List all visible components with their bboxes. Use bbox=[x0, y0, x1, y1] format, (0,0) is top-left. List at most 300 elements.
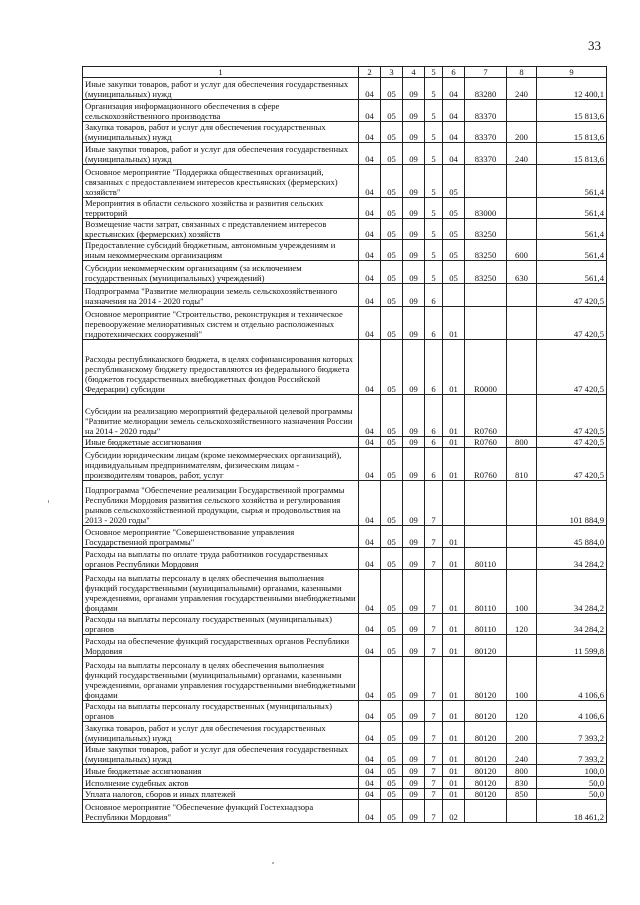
row-code-c3: 05 bbox=[381, 78, 403, 100]
row-code-c6: 01 bbox=[443, 340, 465, 395]
row-code-c4: 09 bbox=[403, 548, 425, 570]
row-code-c2: 04 bbox=[359, 789, 381, 800]
table-row bbox=[83, 614, 607, 635]
row-code-c3: 05 bbox=[381, 437, 403, 448]
row-amount: 50,0 bbox=[537, 777, 607, 789]
row-code-c3: 05 bbox=[381, 777, 403, 789]
row-code-c7: 83250 bbox=[465, 261, 507, 284]
row-name: Подпрограмма "Развитие мелиорации земель сельскохозяйственного назначения на 2014 - 2020 годы" bbox=[83, 284, 359, 307]
row-amount: 50,0 bbox=[537, 789, 607, 800]
row-code-c7: 80120 bbox=[465, 635, 507, 657]
row-name: Расходы на выплаты персоналу государственных (муниципальных) органов bbox=[83, 701, 359, 722]
table-row bbox=[83, 165, 607, 198]
row-code-c5: 5 bbox=[425, 165, 443, 198]
row-code-c7: 83000 bbox=[465, 198, 507, 219]
row-code-c5: 7 bbox=[425, 789, 443, 800]
row-amount: 100,0 bbox=[537, 765, 607, 777]
row-code-c3: 05 bbox=[381, 122, 403, 143]
row-code-c7: R0760 bbox=[465, 395, 507, 437]
row-code-c6: 05 bbox=[443, 198, 465, 219]
row-code-c5: 7 bbox=[425, 722, 443, 744]
row-code-c5: 7 bbox=[425, 657, 443, 701]
table-row bbox=[83, 765, 607, 777]
row-code-c8: 240 bbox=[507, 744, 537, 765]
header-cell: 4 bbox=[403, 67, 425, 78]
row-name: Предоставление субсидий бюджетным, автономным учреждениям и иным некоммерческим организациям bbox=[83, 240, 359, 261]
row-code-c6: 01 bbox=[443, 570, 465, 614]
row-code-c8 bbox=[507, 100, 537, 122]
row-code-c7: 80120 bbox=[465, 657, 507, 701]
table-row bbox=[83, 481, 607, 526]
row-code-c3: 05 bbox=[381, 165, 403, 198]
row-code-c6: 05 bbox=[443, 240, 465, 261]
row-code-c7: 80120 bbox=[465, 744, 507, 765]
table-body bbox=[83, 78, 607, 823]
budget-table bbox=[82, 66, 607, 823]
row-name: Основное мероприятие "Строительство, реконструкция и техническое перевооружение мелиоративных систем и отдельно расположенных гидротехнических сооружений" bbox=[83, 307, 359, 340]
row-amount: 47 420,5 bbox=[537, 307, 607, 340]
row-name: Иные бюджетные ассигнования bbox=[83, 437, 359, 448]
row-code-c6: 01 bbox=[443, 701, 465, 722]
row-code-c4: 09 bbox=[403, 122, 425, 143]
row-code-c4: 09 bbox=[403, 722, 425, 744]
row-code-c3: 05 bbox=[381, 261, 403, 284]
row-code-c7: 80120 bbox=[465, 701, 507, 722]
row-code-c4: 09 bbox=[403, 143, 425, 165]
row-code-c8 bbox=[507, 307, 537, 340]
page-number: 33 bbox=[588, 38, 601, 53]
row-name: Основное мероприятие "Обеспечение функций Гостехнадзора Республики Мордовия" bbox=[83, 800, 359, 823]
row-code-c3: 05 bbox=[381, 657, 403, 701]
row-code-c6: 01 bbox=[443, 614, 465, 635]
table-row bbox=[83, 284, 607, 307]
row-code-c7: 80110 bbox=[465, 548, 507, 570]
row-name: Закупка товаров, работ и услуг для обеспечения государственных (муниципальных) нужд bbox=[83, 122, 359, 143]
row-code-c5: 7 bbox=[425, 800, 443, 823]
row-code-c2: 04 bbox=[359, 165, 381, 198]
row-code-c6: 01 bbox=[443, 437, 465, 448]
row-code-c7: R0760 bbox=[465, 437, 507, 448]
row-code-c6: 01 bbox=[443, 448, 465, 481]
row-amount: 15 813,6 bbox=[537, 143, 607, 165]
row-amount: 7 393,2 bbox=[537, 744, 607, 765]
row-code-c3: 05 bbox=[381, 395, 403, 437]
table-row bbox=[83, 548, 607, 570]
row-code-c8: 800 bbox=[507, 765, 537, 777]
row-name: Расходы на выплаты персоналу в целях обеспечения выполнения функций государственными (муниципальными) органами, казенными учреждениями, органами управления государственными внебюджетными фондами bbox=[83, 657, 359, 701]
row-code-c8: 100 bbox=[507, 570, 537, 614]
row-code-c5: 6 bbox=[425, 448, 443, 481]
row-code-c7 bbox=[465, 481, 507, 526]
row-amount: 15 813,6 bbox=[537, 122, 607, 143]
row-code-c5: 5 bbox=[425, 240, 443, 261]
row-code-c5: 7 bbox=[425, 765, 443, 777]
row-code-c3: 05 bbox=[381, 307, 403, 340]
row-amount: 4 106,6 bbox=[537, 701, 607, 722]
row-amount: 47 420,5 bbox=[537, 437, 607, 448]
row-code-c7 bbox=[465, 165, 507, 198]
row-code-c2: 04 bbox=[359, 765, 381, 777]
row-code-c6: 02 bbox=[443, 800, 465, 823]
row-code-c4: 09 bbox=[403, 437, 425, 448]
table-row bbox=[83, 198, 607, 219]
row-amount: 34 284,2 bbox=[537, 614, 607, 635]
row-amount: 45 884,0 bbox=[537, 526, 607, 548]
row-code-c2: 04 bbox=[359, 448, 381, 481]
row-amount: 561,4 bbox=[537, 240, 607, 261]
table-row bbox=[83, 722, 607, 744]
row-code-c4: 09 bbox=[403, 570, 425, 614]
row-name: Основное мероприятие "Совершенствование управления Государственной программы" bbox=[83, 526, 359, 548]
row-name: Иные бюджетные ассигнования bbox=[83, 765, 359, 777]
row-code-c6 bbox=[443, 481, 465, 526]
row-code-c8 bbox=[507, 165, 537, 198]
row-amount: 7 393,2 bbox=[537, 722, 607, 744]
table-row bbox=[83, 240, 607, 261]
row-name: Возмещение части затрат, связанных с представлением интересов крестьянских (фермерских) хозяйств bbox=[83, 219, 359, 240]
row-code-c4: 09 bbox=[403, 198, 425, 219]
row-code-c7: 80120 bbox=[465, 777, 507, 789]
row-code-c5: 5 bbox=[425, 261, 443, 284]
row-name: Иные закупки товаров, работ и услуг для обеспечения государственных (муниципальных) нужд bbox=[83, 78, 359, 100]
table-row bbox=[83, 526, 607, 548]
table-row bbox=[83, 744, 607, 765]
row-code-c5: 6 bbox=[425, 340, 443, 395]
row-code-c4: 09 bbox=[403, 240, 425, 261]
row-amount: 4 106,6 bbox=[537, 657, 607, 701]
table-row bbox=[83, 261, 607, 284]
row-code-c5: 5 bbox=[425, 219, 443, 240]
row-code-c5: 5 bbox=[425, 198, 443, 219]
row-code-c2: 04 bbox=[359, 548, 381, 570]
row-code-c2: 04 bbox=[359, 143, 381, 165]
row-amount: 561,4 bbox=[537, 261, 607, 284]
row-code-c5: 7 bbox=[425, 526, 443, 548]
row-code-c6: 01 bbox=[443, 657, 465, 701]
row-code-c8 bbox=[507, 198, 537, 219]
table-row bbox=[83, 100, 607, 122]
row-code-c4: 09 bbox=[403, 340, 425, 395]
row-amount: 18 461,2 bbox=[537, 800, 607, 823]
table-row bbox=[83, 307, 607, 340]
row-name: Иные закупки товаров, работ и услуг для обеспечения государственных (муниципальных) нужд bbox=[83, 744, 359, 765]
row-code-c4: 09 bbox=[403, 284, 425, 307]
row-code-c7: R0760 bbox=[465, 448, 507, 481]
row-code-c6 bbox=[443, 284, 465, 307]
row-name: Организация информационного обеспечения в сфере сельскохозяйственного производства bbox=[83, 100, 359, 122]
row-code-c5: 7 bbox=[425, 635, 443, 657]
row-code-c7: 83370 bbox=[465, 100, 507, 122]
row-code-c7: 83250 bbox=[465, 219, 507, 240]
row-code-c3: 05 bbox=[381, 100, 403, 122]
row-code-c7: 80110 bbox=[465, 614, 507, 635]
row-name: Исполнение судебных актов bbox=[83, 777, 359, 789]
row-code-c8: 800 bbox=[507, 437, 537, 448]
row-code-c7 bbox=[465, 800, 507, 823]
table-row bbox=[83, 122, 607, 143]
row-code-c3: 05 bbox=[381, 526, 403, 548]
row-code-c2: 04 bbox=[359, 744, 381, 765]
row-code-c7: 80120 bbox=[465, 722, 507, 744]
row-code-c5: 7 bbox=[425, 570, 443, 614]
row-code-c8: 630 bbox=[507, 261, 537, 284]
row-name: Расходы на выплаты персоналу в целях обеспечения выполнения функций государственными (муниципальными) органами, казенными учреждениями, органами управления государственными внебюджетными фондами bbox=[83, 570, 359, 614]
row-code-c3: 05 bbox=[381, 789, 403, 800]
row-code-c3: 05 bbox=[381, 143, 403, 165]
row-code-c2: 04 bbox=[359, 481, 381, 526]
row-code-c2: 04 bbox=[359, 526, 381, 548]
row-code-c4: 09 bbox=[403, 744, 425, 765]
row-code-c2: 04 bbox=[359, 635, 381, 657]
table-row bbox=[83, 143, 607, 165]
row-code-c4: 09 bbox=[403, 100, 425, 122]
header-cell: 9 bbox=[537, 67, 607, 78]
row-code-c4: 09 bbox=[403, 789, 425, 800]
row-code-c2: 04 bbox=[359, 437, 381, 448]
row-code-c2: 04 bbox=[359, 395, 381, 437]
row-code-c8: 200 bbox=[507, 722, 537, 744]
header-cell: 3 bbox=[381, 67, 403, 78]
row-code-c8 bbox=[507, 284, 537, 307]
row-code-c2: 04 bbox=[359, 307, 381, 340]
row-code-c7: 83250 bbox=[465, 240, 507, 261]
row-code-c3: 05 bbox=[381, 570, 403, 614]
row-name: Уплата налогов, сборов и иных платежей bbox=[83, 789, 359, 800]
row-code-c4: 09 bbox=[403, 481, 425, 526]
row-code-c3: 05 bbox=[381, 340, 403, 395]
scan-mark bbox=[272, 862, 274, 864]
row-name: Закупка товаров, работ и услуг для обеспечения государственных (муниципальных) нужд bbox=[83, 722, 359, 744]
row-code-c4: 09 bbox=[403, 800, 425, 823]
row-name: Подпрограмма "Обеспечение реализации Государственной программы Республики Мордовия развития сельского хозяйства и регулирования рынков сельскохозяйственной продукции, сырья и продовольствия на 2013 - 2020 годы" bbox=[83, 481, 359, 526]
table-row bbox=[83, 395, 607, 437]
row-code-c6: 01 bbox=[443, 765, 465, 777]
row-amount: 34 284,2 bbox=[537, 570, 607, 614]
row-code-c6: 01 bbox=[443, 548, 465, 570]
row-code-c4: 09 bbox=[403, 657, 425, 701]
row-code-c6: 01 bbox=[443, 526, 465, 548]
row-code-c3: 05 bbox=[381, 198, 403, 219]
row-code-c8 bbox=[507, 548, 537, 570]
row-code-c8: 120 bbox=[507, 701, 537, 722]
row-amount: 101 884,9 bbox=[537, 481, 607, 526]
row-code-c4: 09 bbox=[403, 219, 425, 240]
row-amount: 561,4 bbox=[537, 219, 607, 240]
row-amount: 34 284,2 bbox=[537, 548, 607, 570]
row-name: Расходы на обеспечение функций государственных органов Республики Мордовия bbox=[83, 635, 359, 657]
row-code-c8 bbox=[507, 800, 537, 823]
row-code-c3: 05 bbox=[381, 240, 403, 261]
row-code-c7 bbox=[465, 526, 507, 548]
row-code-c2: 04 bbox=[359, 722, 381, 744]
row-code-c4: 09 bbox=[403, 165, 425, 198]
row-amount: 47 420,5 bbox=[537, 448, 607, 481]
row-code-c3: 05 bbox=[381, 765, 403, 777]
row-code-c4: 09 bbox=[403, 614, 425, 635]
row-code-c6: 01 bbox=[443, 744, 465, 765]
header-cell: 6 bbox=[443, 67, 465, 78]
row-code-c3: 05 bbox=[381, 481, 403, 526]
row-code-c4: 09 bbox=[403, 635, 425, 657]
row-code-c3: 05 bbox=[381, 284, 403, 307]
table-row bbox=[83, 777, 607, 789]
row-code-c5: 7 bbox=[425, 777, 443, 789]
table-row bbox=[83, 800, 607, 823]
row-name: Субсидии юридическим лицам (кроме некоммерческих организаций), индивидуальным предпринимателям, физическим лицам - производителям товаров, работ, услуг bbox=[83, 448, 359, 481]
row-code-c2: 04 bbox=[359, 340, 381, 395]
row-code-c6: 01 bbox=[443, 789, 465, 800]
row-code-c6: 04 bbox=[443, 100, 465, 122]
row-code-c2: 04 bbox=[359, 240, 381, 261]
row-code-c5: 5 bbox=[425, 122, 443, 143]
row-code-c3: 05 bbox=[381, 219, 403, 240]
row-amount: 12 400,1 bbox=[537, 78, 607, 100]
row-code-c6: 04 bbox=[443, 78, 465, 100]
row-code-c2: 04 bbox=[359, 261, 381, 284]
row-code-c5: 7 bbox=[425, 744, 443, 765]
row-code-c5: 7 bbox=[425, 701, 443, 722]
table-row bbox=[83, 635, 607, 657]
row-code-c5: 6 bbox=[425, 437, 443, 448]
row-code-c7: 83370 bbox=[465, 143, 507, 165]
row-code-c8: 240 bbox=[507, 78, 537, 100]
row-name: Субсидии на реализацию мероприятий федеральной целевой программы "Развитие мелиорации земель сельскохозяйственного назначения России на 2014 - 2020 годы" bbox=[83, 395, 359, 437]
header-cell: 5 bbox=[425, 67, 443, 78]
row-code-c8 bbox=[507, 481, 537, 526]
row-code-c3: 05 bbox=[381, 448, 403, 481]
row-code-c6: 01 bbox=[443, 395, 465, 437]
row-code-c3: 05 bbox=[381, 744, 403, 765]
row-code-c6: 01 bbox=[443, 307, 465, 340]
row-name: Субсидии некоммерческим организациям (за исключением государственных (муниципальных) учреждений) bbox=[83, 261, 359, 284]
row-code-c8 bbox=[507, 395, 537, 437]
row-code-c5: 5 bbox=[425, 78, 443, 100]
header-cell: 7 bbox=[465, 67, 507, 78]
table-row bbox=[83, 657, 607, 701]
row-code-c8 bbox=[507, 635, 537, 657]
row-code-c6: 01 bbox=[443, 722, 465, 744]
row-code-c7: 83370 bbox=[465, 122, 507, 143]
row-code-c8: 240 bbox=[507, 143, 537, 165]
row-code-c2: 04 bbox=[359, 657, 381, 701]
row-code-c4: 09 bbox=[403, 701, 425, 722]
row-code-c7: R0000 bbox=[465, 340, 507, 395]
row-code-c2: 04 bbox=[359, 570, 381, 614]
table-row bbox=[83, 701, 607, 722]
row-code-c5: 5 bbox=[425, 100, 443, 122]
row-name: Основное мероприятие "Поддержка общественных организаций, связанных с предоставлением интересов крестьянских (фермерских) хозяйств" bbox=[83, 165, 359, 198]
scan-mark bbox=[48, 500, 49, 503]
row-code-c2: 04 bbox=[359, 122, 381, 143]
row-code-c8: 200 bbox=[507, 122, 537, 143]
row-code-c3: 05 bbox=[381, 614, 403, 635]
row-code-c8: 850 bbox=[507, 789, 537, 800]
table-row bbox=[83, 78, 607, 100]
row-amount: 47 420,5 bbox=[537, 340, 607, 395]
row-name: Расходы республиканского бюджета, в целях софинансирования которых республиканскому бюджету предоставляются из федерального бюджета (бюджетов государственных внебюджетных фондов Российской Федерации) субсидии bbox=[83, 340, 359, 395]
row-code-c8 bbox=[507, 340, 537, 395]
table-row bbox=[83, 340, 607, 395]
row-code-c7: 80120 bbox=[465, 789, 507, 800]
row-amount: 47 420,5 bbox=[537, 395, 607, 437]
row-code-c2: 04 bbox=[359, 198, 381, 219]
row-code-c2: 04 bbox=[359, 614, 381, 635]
table-row bbox=[83, 219, 607, 240]
row-code-c3: 05 bbox=[381, 722, 403, 744]
row-code-c6: 05 bbox=[443, 219, 465, 240]
header-cell: 1 bbox=[83, 67, 359, 78]
row-code-c3: 05 bbox=[381, 635, 403, 657]
row-code-c2: 04 bbox=[359, 100, 381, 122]
row-amount: 11 599,8 bbox=[537, 635, 607, 657]
table-row bbox=[83, 437, 607, 448]
row-code-c5: 6 bbox=[425, 395, 443, 437]
row-code-c2: 04 bbox=[359, 701, 381, 722]
row-code-c5: 5 bbox=[425, 143, 443, 165]
row-code-c2: 04 bbox=[359, 800, 381, 823]
row-code-c2: 04 bbox=[359, 78, 381, 100]
row-code-c2: 04 bbox=[359, 777, 381, 789]
row-code-c4: 09 bbox=[403, 78, 425, 100]
row-code-c5: 6 bbox=[425, 307, 443, 340]
row-code-c3: 05 bbox=[381, 548, 403, 570]
row-code-c3: 05 bbox=[381, 800, 403, 823]
row-code-c6: 05 bbox=[443, 261, 465, 284]
row-amount: 561,4 bbox=[537, 165, 607, 198]
row-code-c4: 09 bbox=[403, 765, 425, 777]
row-amount: 47 420,5 bbox=[537, 284, 607, 307]
header-cell: 2 bbox=[359, 67, 381, 78]
row-code-c8 bbox=[507, 526, 537, 548]
row-code-c2: 04 bbox=[359, 284, 381, 307]
row-amount: 561,4 bbox=[537, 198, 607, 219]
row-code-c5: 7 bbox=[425, 548, 443, 570]
row-code-c2: 04 bbox=[359, 219, 381, 240]
row-code-c5: 6 bbox=[425, 284, 443, 307]
row-code-c6: 04 bbox=[443, 122, 465, 143]
row-code-c4: 09 bbox=[403, 448, 425, 481]
row-code-c8: 810 bbox=[507, 448, 537, 481]
row-code-c6: 01 bbox=[443, 777, 465, 789]
row-code-c5: 7 bbox=[425, 614, 443, 635]
table-row bbox=[83, 448, 607, 481]
row-amount: 15 813,6 bbox=[537, 100, 607, 122]
row-name: Расходы на выплаты персоналу государственных (муниципальных) органов bbox=[83, 614, 359, 635]
row-code-c7: 83280 bbox=[465, 78, 507, 100]
row-name: Мероприятия в области сельского хозяйства и развития сельских территорий bbox=[83, 198, 359, 219]
row-name: Расходы на выплаты по оплате труда работников государственных органов Республики Мордовия bbox=[83, 548, 359, 570]
table-row bbox=[83, 789, 607, 800]
row-code-c8: 120 bbox=[507, 614, 537, 635]
row-code-c4: 09 bbox=[403, 395, 425, 437]
row-code-c7 bbox=[465, 284, 507, 307]
row-code-c7: 80110 bbox=[465, 570, 507, 614]
row-code-c3: 05 bbox=[381, 701, 403, 722]
table-row bbox=[83, 570, 607, 614]
row-code-c7 bbox=[465, 307, 507, 340]
row-code-c8: 100 bbox=[507, 657, 537, 701]
row-code-c6: 04 bbox=[443, 143, 465, 165]
row-code-c4: 09 bbox=[403, 777, 425, 789]
row-code-c5: 7 bbox=[425, 481, 443, 526]
row-code-c8: 830 bbox=[507, 777, 537, 789]
row-code-c7: 80120 bbox=[465, 765, 507, 777]
row-code-c8 bbox=[507, 219, 537, 240]
row-code-c6: 05 bbox=[443, 165, 465, 198]
row-name: Иные закупки товаров, работ и услуг для обеспечения государственных (муниципальных) нужд bbox=[83, 143, 359, 165]
row-code-c4: 09 bbox=[403, 261, 425, 284]
row-code-c4: 09 bbox=[403, 307, 425, 340]
